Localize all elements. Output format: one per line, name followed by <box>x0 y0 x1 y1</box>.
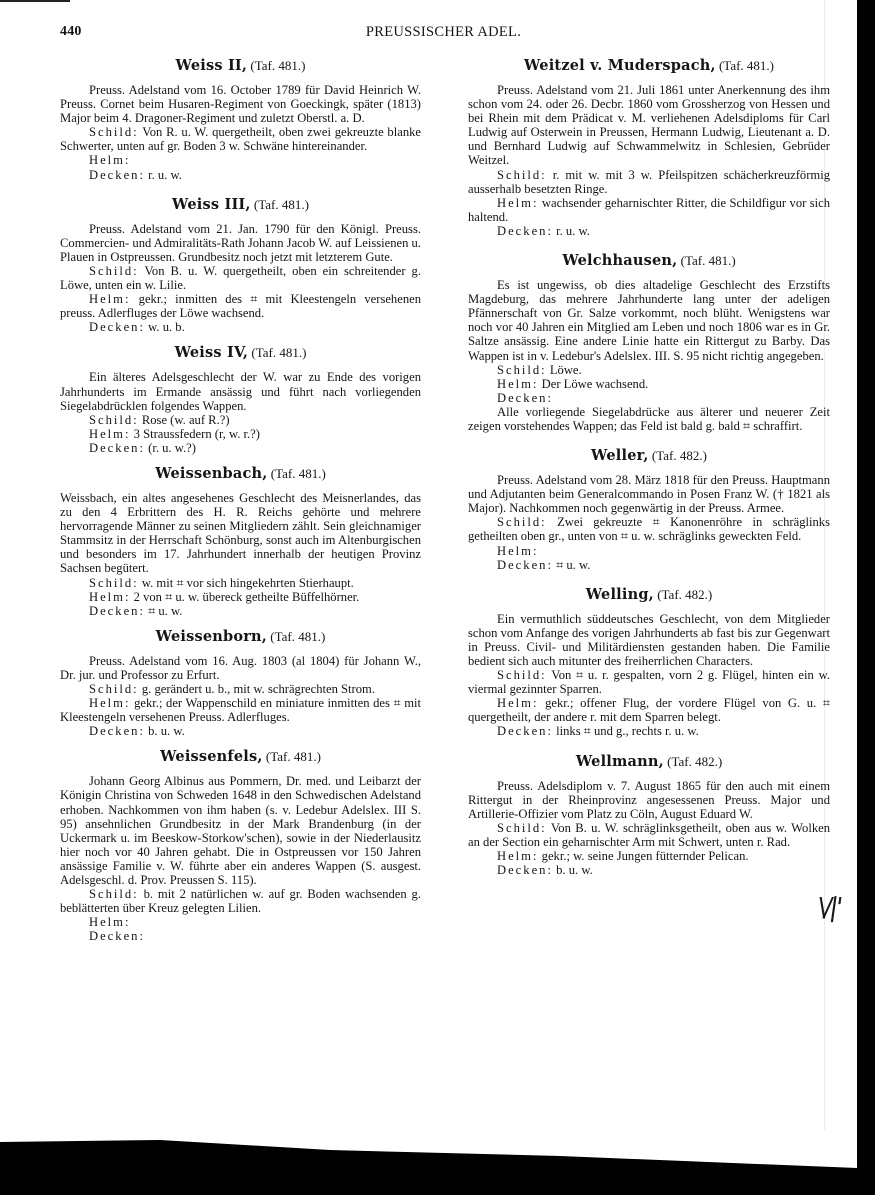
decken-text: ⌗ u. w. <box>148 603 183 618</box>
helm-label: Helm: <box>497 849 539 864</box>
running-title <box>0 24 875 41</box>
decken-text: b. u. w. <box>148 724 185 739</box>
decken-label: Decken: <box>497 223 553 238</box>
entry-weissenbach <box>60 466 421 618</box>
schild-label: Schild: <box>89 682 139 696</box>
decken-field <box>60 441 421 455</box>
entry-heading <box>60 197 421 213</box>
helm-field <box>60 153 421 167</box>
helm-label: Helm: <box>89 589 131 604</box>
entry-body: Ein vermuthlich süddeutsches Geschlecht, von dem Mitglieder schon vom Anfange des vorigen Jahrhunderts ab fast bis zur Gegenwart in Preuss. Civil- und Militärdiensten gestanden haben. Die Familie bedient sich auch mitunter des freiherrlichen Characters. <box>468 611 830 668</box>
helm-field <box>60 696 421 724</box>
entry-heading <box>468 253 830 269</box>
entry-weissenborn <box>60 629 421 739</box>
decken-text: w. u. b. <box>148 320 185 335</box>
decken-text: b. u. w. <box>556 863 593 878</box>
entry-heading <box>60 345 421 361</box>
schild-field <box>60 887 421 915</box>
schild-label: Schild: <box>497 515 547 530</box>
helm-text: 2 von ⌗ u. w. übereck getheilte Büffelhörner. <box>133 589 360 604</box>
decken-label: Decken: <box>89 603 145 618</box>
helm-field <box>468 196 830 224</box>
running-title-text: PREUSSISCHER ADEL. <box>365 24 522 40</box>
scan-border-right <box>857 0 875 1195</box>
decken-label: Decken: <box>89 929 145 944</box>
decken-label: Decken: <box>89 440 145 455</box>
entry-heading <box>468 754 830 770</box>
entry-heading <box>468 448 830 464</box>
helm-text: gekr.; der Wappenschild en miniature inmitten des ⌗ mit Kleestengeln versehenen Preuss. Adlerfluges. <box>60 696 421 725</box>
helm-label: Helm: <box>89 696 131 711</box>
schild-field <box>60 576 421 590</box>
schild-text: r. mit w. mit 3 w. Pfeilspitzen schächerkreuzförmig ausserhalb besetzten Ringe. <box>468 167 830 196</box>
entry-name: Welchhausen, <box>562 252 678 270</box>
schild-text: Von B. u. W. quergetheilt, oben ein schreitender g. Löwe, unten ein w. Lilie. <box>60 263 421 293</box>
plate-reference: (Taf. 481.) <box>265 749 321 765</box>
entry-weiss-ii <box>60 58 421 182</box>
entry-weissenfels <box>60 749 421 943</box>
decken-field <box>468 558 830 572</box>
entry-name: Weiss III, <box>172 195 251 213</box>
helm-text: gekr.; w. seine Jungen fütternder Pelican. <box>541 849 749 864</box>
entry-name: Weller, <box>591 447 649 465</box>
right-column <box>468 58 830 877</box>
entry-heading <box>468 587 830 603</box>
schild-label: Schild: <box>497 362 547 377</box>
helm-text: wachsender geharnischter Ritter, die Schildfigur vor sich haltend. <box>468 195 830 224</box>
schild-field <box>60 413 421 427</box>
decken-text: ⌗ u. w. <box>556 557 591 572</box>
helm-label: Helm: <box>497 195 539 210</box>
schild-label: Schild: <box>89 887 139 902</box>
decken-field <box>468 391 830 405</box>
plate-reference: (Taf. 481.) <box>250 58 306 73</box>
helm-field <box>468 544 830 558</box>
plate-reference: (Taf. 481.) <box>270 465 326 481</box>
entry-body: Preuss. Adelstand vom 16. October 1789 für David Heinrich W. Preuss. Cornet beim Husaren-Regiment von Goeckingk, später (1813) Major beim 4. Dragoner-Regiment und zuletzt Oberstl. a. D. <box>60 83 421 126</box>
entry-name: Welling, <box>585 585 654 603</box>
entry-heading <box>60 58 421 74</box>
entry-name: Weiss IV, <box>174 344 249 362</box>
entry-body: Es ist ungewiss, ob dies altadelige Geschlecht des Erzstifts Magdeburg, das mehrere Jahrhunderte lang unter der adeligen Pfännerschaft von Gr. Salze vorkommt, noch blüht. Wenigstens war noch vor 40 Jahren ein Mitglied am Leben und noch 1806 war es in Gr. Saltze ansässig. Eine andere Linie hatte ein Rittergut zu Barby. Das Wappen ist in v. Ledebur's Adelslex. III. S. 95 nicht richtig angegeben. <box>468 278 830 363</box>
schild-field <box>468 668 830 696</box>
schild-field <box>468 821 830 849</box>
helm-label: Helm: <box>89 915 131 930</box>
scan-edge-top <box>0 0 70 2</box>
entry-name: Wellmann, <box>575 752 664 770</box>
entry-name: Weitzel v. Muderspach, <box>523 57 716 74</box>
helm-text: gekr.; offener Flug, der vordere Flügel von G. u. ⌗ quergetheilt, der andere r. mit dem Sparren belegt. <box>468 696 830 725</box>
entry-weller <box>468 448 830 572</box>
entry-body: Preuss. Adelstand vom 28. März 1818 für den Preuss. Hauptmann und Adjutanten beim Generalcommando in Posen Franz W. († 1821 als Major). Nachkommen noch gegenwärtig in der Preuss. Armee. <box>468 473 830 516</box>
helm-label: Helm: <box>497 543 539 558</box>
decken-field <box>60 724 421 738</box>
decken-text: links ⌗ und g., rechts r. u. w. <box>556 724 699 739</box>
schild-field <box>468 363 830 377</box>
schild-field <box>468 515 830 543</box>
entry-name: Weissenfels, <box>160 748 263 766</box>
decken-field <box>468 724 830 738</box>
schild-label: Schild: <box>89 412 139 427</box>
schild-label: Schild: <box>497 668 547 683</box>
helm-field <box>468 377 830 391</box>
decken-field <box>60 168 421 182</box>
decken-label: Decken: <box>89 167 145 182</box>
schild-text: Von B. u. W. schräglinksgetheilt, oben aus w. Wolken an der Section ein geharnischter Arm mit Schwert, unten r. Rad. <box>468 820 831 849</box>
helm-label: Helm: <box>89 426 131 441</box>
decken-label: Decken: <box>497 557 553 572</box>
decken-field <box>468 863 830 877</box>
entry-name: Weissenbach, <box>155 464 268 482</box>
entry-body: Preuss. Adelstand vom 21. Jan. 1790 für den Königl. Preuss. Commercien- und Admiralitäts-Rath Johann Jacob W. auf Leissienen u. Plauen in Ostpreussen. Grundbesitz noch jetzt mit letzterem Gute. <box>60 221 421 264</box>
decken-field <box>468 224 830 238</box>
plate-reference: (Taf. 481.) <box>680 253 736 269</box>
entry-weiss-iv <box>60 345 421 455</box>
scan-border-bottom <box>0 1130 875 1195</box>
helm-text: 3 Straussfedern (r, w. r.?) <box>133 426 260 441</box>
helm-field <box>60 915 421 929</box>
decken-field <box>60 320 421 334</box>
plate-reference: (Taf. 481.) <box>253 196 309 212</box>
page-number: 440 <box>60 24 82 39</box>
decken-label: Decken: <box>89 724 145 739</box>
schild-text: Zwei gekreuzte ⌗ Kanonenröhre in schräglinks getheilten oben gr., unten von ⌗ u. w. schräglinks geweckten Feld. <box>468 515 830 544</box>
helm-text: Der Löwe wachsend. <box>541 376 649 391</box>
schild-text: Von ⌗ u. r. gespalten, vorn 2 g. Flügel, hinten ein w. viermal gezinnter Sparren. <box>468 668 831 697</box>
left-column <box>60 58 421 944</box>
helm-field <box>60 427 421 441</box>
helm-label: Helm: <box>497 696 539 711</box>
helm-field <box>60 590 421 604</box>
entry-wellmann <box>468 754 830 878</box>
schild-label: Schild: <box>89 575 139 590</box>
entry-body: Ein älteres Adelsgeschlecht der W. war zu Ende des vorigen Jahrhunderts im Ermande ansässig und führt nach vorliegenden Siegelabdrücklen folgendes Wappen. <box>60 370 421 413</box>
plate-reference: (Taf. 482.) <box>651 448 707 464</box>
entry-welchhausen <box>468 253 830 433</box>
plate-reference: (Taf. 481.) <box>718 58 775 73</box>
entry-note: Alle vorliegende Siegelabdrücke aus älterer und neuerer Zeit zeigen vorstehendes Wappen; das Feld ist bald g. bald ⌗ schraffirt. <box>468 404 830 433</box>
helm-field <box>468 849 830 863</box>
schild-text: b. mit 2 natürlichen w. auf gr. Boden wachsenden g. beblätterten über Kreuz gelegten Lilien. <box>60 887 421 916</box>
entry-body: Preuss. Adelstand vom 21. Juli 1861 unter Anerkennung des ihm schon vom 24. oder 26. Decbr. 1860 vom Grossherzog von Hessen und bei Rhein mit dem Prädicat v. M. verliehenen Adelsdiploms für Carl Ludwig auf Osterwein in Preussen, Hermann Ludwig, Lieutenant a. D. und Bernhard Ludwig auf Schwammelwitz in Schlesien, Gebrüder Weitzel. <box>468 83 830 168</box>
decken-text: r. u. w. <box>148 167 182 182</box>
helm-field <box>60 292 421 320</box>
plate-reference: (Taf. 481.) <box>270 628 326 644</box>
schild-text: w. mit ⌗ vor sich hingekehrten Stierhaupt. <box>141 575 354 590</box>
entry-heading <box>468 58 830 74</box>
schild-field <box>468 168 830 196</box>
decken-label: Decken: <box>89 320 145 335</box>
entry-name: Weissenborn, <box>155 627 268 645</box>
entry-body: Preuss. Adelsdiplom v. 7. August 1865 für den auch mit einem Rittergut in der Rheinprovinz angesessenen Preuss. Major und Artillerie-Offizier vom Platz zu Cöln, August Eduard W. <box>468 778 830 821</box>
entry-weitzel-v-muderspach <box>468 58 830 238</box>
helm-text: gekr.; inmitten des ⌗ mit Kleestengeln versehenen preuss. Adlerfluges der Löwe wachsend. <box>60 292 421 321</box>
helm-field <box>468 696 830 724</box>
schild-label: Schild: <box>89 125 139 140</box>
plate-reference: (Taf. 482.) <box>657 586 713 602</box>
plate-reference: (Taf. 482.) <box>667 753 723 769</box>
decken-label: Decken: <box>497 390 553 405</box>
schild-label: Schild: <box>497 167 547 182</box>
helm-label: Helm: <box>89 292 131 307</box>
schild-label: Schild: <box>497 820 547 835</box>
plate-reference: (Taf. 481.) <box>251 345 307 361</box>
helm-label: Helm: <box>89 153 131 168</box>
decken-field <box>60 929 421 943</box>
schild-field <box>60 264 421 292</box>
schild-text: Löwe. <box>549 362 582 377</box>
decken-label: Decken: <box>497 863 553 878</box>
entry-heading <box>60 466 421 482</box>
helm-label: Helm: <box>497 376 539 391</box>
decken-field <box>60 604 421 618</box>
entry-welling <box>468 587 830 739</box>
decken-text: (r. u. w.?) <box>148 440 196 455</box>
entry-body: Johann Georg Albinus aus Pommern, Dr. med. und Leibarzt der Königin Christina von Schweden 1648 in den Schwedischen Adelstand erhoben. Nachkommen von ihm haben (s. v. Ledebur Adelslex. III S. 95) ansehnlichen Grundbesitz in der Mark Brandenburg (in der Uckermark u. im Beeskow-Storkow'schen), sowie in der Niederlausitz hier noch vor 40 Jahren gehabt. Die in Ostpreussen vor 150 Jahren ansässige Familie v. W. führte aber ein anderes Wappen (S. ausgest. Adelsgeschl. d. Prov. Preussen S. 115). <box>60 774 421 888</box>
entry-body: Weissbach, ein altes angesehenes Geschlecht des Meisnerlandes, das zu den 4 Erbrittern des H. R. Reichs gehörte und mehrere hervorragende Männer zu seinen Mitgliedern zählt. Sein gleichnamiger Stammsitz in der Herrschaft Schönburg, sonst auch im Altenburgischen und besonders im 17. Jahrhundert innerhalb der heutigen Provinz Sachsen begütert. <box>60 490 421 576</box>
schild-label: Schild: <box>89 263 139 278</box>
decken-text: r. u. w. <box>556 223 590 238</box>
schild-text: Von R. u. W. quergetheilt, oben zwei gekreuzte blanke Schwerter, unten auf gr. Boden 3 w. Schwäne hintereinander. <box>60 125 422 154</box>
schild-field <box>60 682 421 696</box>
entry-body: Preuss. Adelstand vom 16. Aug. 1803 (al 1804) für Johann W., Dr. jur. und Professor zu Erfurt. <box>60 653 421 682</box>
entry-weiss-iii <box>60 197 421 335</box>
schild-text: g. gerändert u. b., mit w. schrägrechten Strom. <box>141 682 375 696</box>
schild-field <box>60 125 421 153</box>
schild-text: Rose (w. auf R.?) <box>141 412 230 427</box>
entry-name: Weiss II, <box>175 57 248 74</box>
entry-heading <box>60 629 421 645</box>
decken-label: Decken: <box>497 724 553 739</box>
entry-heading <box>60 749 421 765</box>
handwritten-marginalia: \/|' <box>815 893 842 923</box>
